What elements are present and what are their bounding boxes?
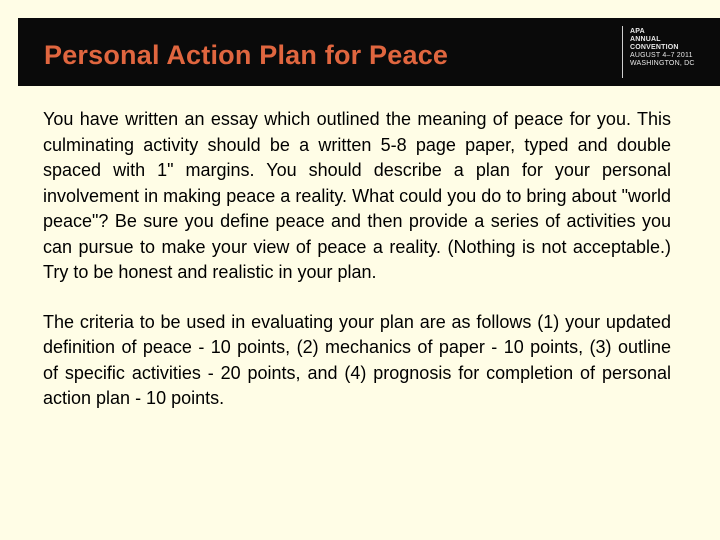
logo-line-3: CONVENTION <box>630 44 679 51</box>
slide-title: Personal Action Plan for Peace <box>44 40 449 70</box>
logo-line-5: WASHINGTON, DC <box>630 60 695 67</box>
paragraph-assignment: You have written an essay which outlined the meaning of peace for you. This culminating activity should be a written 5-8 page paper, typed and double spaced with 1" margins. You should describe a plan for your personal involvement in making peace a reality. What could you do to bring about "world peace"? Be sure you define peace and then provide a series of activities you can pursue to make your view of peace a reality. (Nothing is not acceptable.) Try to be honest and realistic in your plan. <box>43 109 671 282</box>
apa-convention-logo <box>630 28 714 68</box>
logo-divider <box>622 26 623 78</box>
logo-line-4: AUGUST 4–7 2011 <box>630 52 693 59</box>
header-banner <box>18 18 720 86</box>
body-text <box>43 107 671 412</box>
paragraph-criteria: The criteria to be used in evaluating your plan are as follows (1) your updated definition of peace - 10 points, (2) mechanics of paper - 10 points, (3) outline of specific activities - 20 points, and (4) prognosis for completion of personal action plan - 10 points. <box>43 311 671 408</box>
logo-line-2: ANNUAL <box>630 36 661 43</box>
logo-line-1: APA <box>630 28 645 35</box>
